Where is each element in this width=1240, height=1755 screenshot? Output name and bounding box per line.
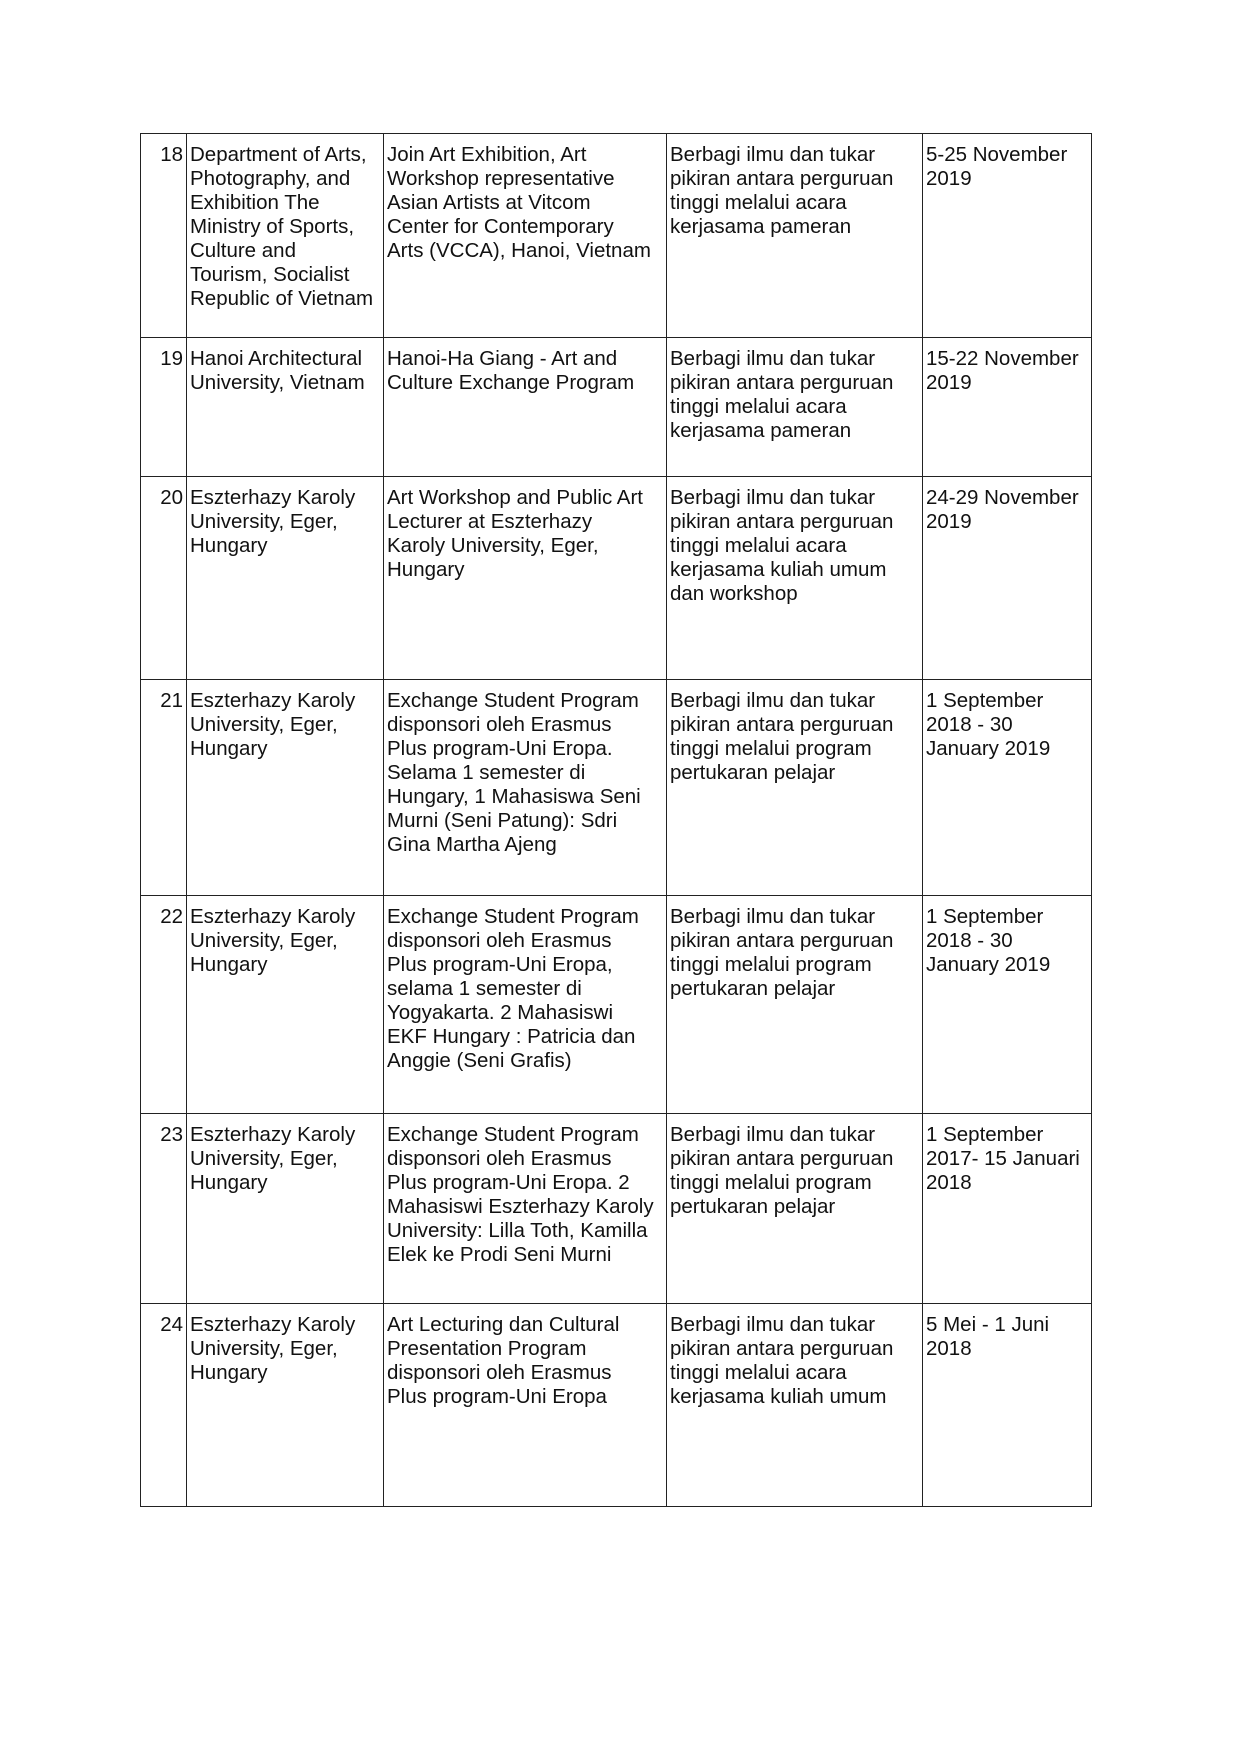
benefit-cell: Berbagi ilmu dan tukar pikiran antara perguruan tinggi melalui acara kerjasama pameran <box>667 134 923 338</box>
table-row <box>141 477 1092 680</box>
partner-cell: Eszterhazy Karoly University, Eger, Hungary <box>187 1114 384 1304</box>
date-cell: 1 September 2018 - 30 January 2019 <box>923 680 1092 896</box>
activity-cell: Art Workshop and Public Art Lecturer at Eszterhazy Karoly University, Eger, Hungary <box>384 477 667 680</box>
benefit-cell: Berbagi ilmu dan tukar pikiran antara perguruan tinggi melalui program pertukaran pelajar <box>667 896 923 1114</box>
date-cell: 15-22 November 2019 <box>923 338 1092 477</box>
table-row <box>141 1114 1092 1304</box>
benefit-cell: Berbagi ilmu dan tukar pikiran antara perguruan tinggi melalui acara kerjasama kuliah umum <box>667 1304 923 1507</box>
date-cell: 5 Mei - 1 Juni 2018 <box>923 1304 1092 1507</box>
date-cell: 24-29 November 2019 <box>923 477 1092 680</box>
partner-cell: Eszterhazy Karoly University, Eger, Hungary <box>187 896 384 1114</box>
activity-cell: Hanoi-Ha Giang - Art and Culture Exchange Program <box>384 338 667 477</box>
table-row <box>141 896 1092 1114</box>
activity-cell: Art Lecturing dan Cultural Presentation Program disponsori oleh Erasmus Plus program-Uni Eropa <box>384 1304 667 1507</box>
partner-cell: Eszterhazy Karoly University, Eger, Hungary <box>187 477 384 680</box>
activity-cell: Exchange Student Program disponsori oleh Erasmus Plus program-Uni Eropa, selama 1 semester di Yogyakarta. 2 Mahasiswi EKF Hungary : Patricia dan Anggie (Seni Grafis) <box>384 896 667 1114</box>
row-number: 19 <box>141 338 187 477</box>
activity-cell: Exchange Student Program disponsori oleh Erasmus Plus program-Uni Eropa. Selama 1 semester di Hungary, 1 Mahasiswa Seni Murni (Seni Patung): Sdri Gina Martha Ajeng <box>384 680 667 896</box>
partner-cell: Department of Arts, Photography, and Exhibition The Ministry of Sports, Culture and Tourism, Socialist Republic of Vietnam <box>187 134 384 338</box>
benefit-cell: Berbagi ilmu dan tukar pikiran antara perguruan tinggi melalui acara kerjasama kuliah umum dan workshop <box>667 477 923 680</box>
table-row <box>141 680 1092 896</box>
row-number: 23 <box>141 1114 187 1304</box>
partner-cell: Eszterhazy Karoly University, Eger, Hungary <box>187 680 384 896</box>
row-number: 24 <box>141 1304 187 1507</box>
table-body <box>141 134 1092 1507</box>
date-cell: 1 September 2017- 15 Januari 2018 <box>923 1114 1092 1304</box>
table-row <box>141 134 1092 338</box>
partner-cell: Hanoi Architectural University, Vietnam <box>187 338 384 477</box>
row-number: 21 <box>141 680 187 896</box>
activity-cell: Exchange Student Program disponsori oleh Erasmus Plus program-Uni Eropa. 2 Mahasiswi Eszterhazy Karoly University: Lilla Toth, Kamilla Elek ke Prodi Seni Murni <box>384 1114 667 1304</box>
date-cell: 5-25 November 2019 <box>923 134 1092 338</box>
table-row <box>141 338 1092 477</box>
date-cell: 1 September 2018 - 30 January 2019 <box>923 896 1092 1114</box>
table-row <box>141 1304 1092 1507</box>
benefit-cell: Berbagi ilmu dan tukar pikiran antara perguruan tinggi melalui program pertukaran pelajar <box>667 1114 923 1304</box>
benefit-cell: Berbagi ilmu dan tukar pikiran antara perguruan tinggi melalui program pertukaran pelajar <box>667 680 923 896</box>
partner-cell: Eszterhazy Karoly University, Eger, Hungary <box>187 1304 384 1507</box>
activity-cell: Join Art Exhibition, Art Workshop representative Asian Artists at Vitcom Center for Contemporary Arts (VCCA), Hanoi, Vietnam <box>384 134 667 338</box>
benefit-cell: Berbagi ilmu dan tukar pikiran antara perguruan tinggi melalui acara kerjasama pameran <box>667 338 923 477</box>
row-number: 22 <box>141 896 187 1114</box>
row-number: 18 <box>141 134 187 338</box>
cooperation-table <box>140 133 1092 1507</box>
row-number: 20 <box>141 477 187 680</box>
